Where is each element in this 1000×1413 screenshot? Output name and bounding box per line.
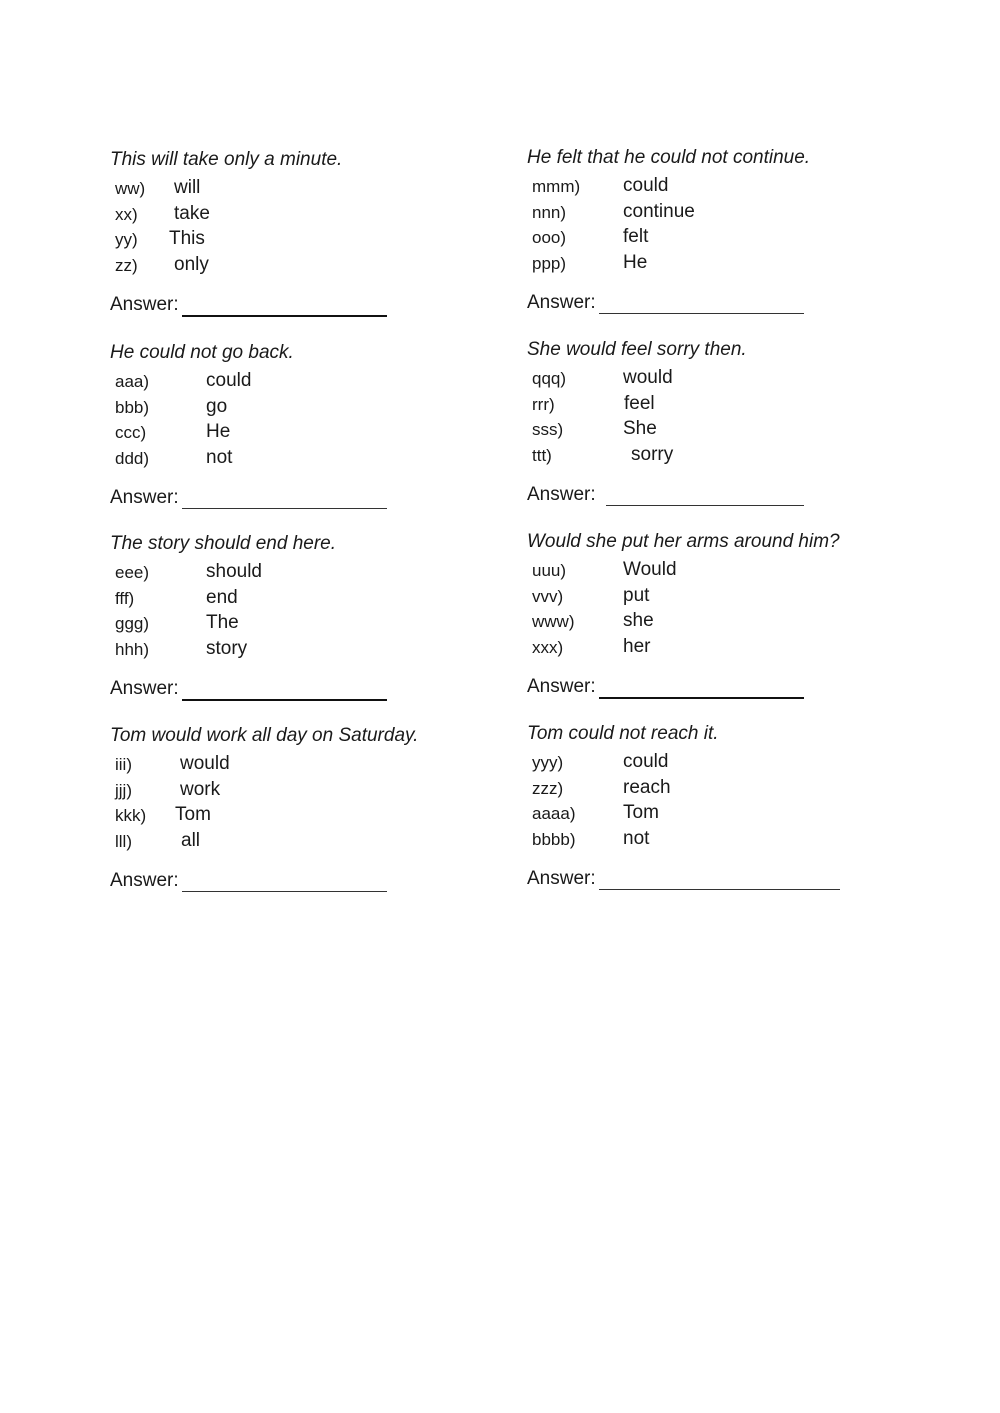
option-item: [532, 416, 907, 442]
answer-blank[interactable]: [606, 505, 804, 506]
option-word: could: [623, 175, 669, 196]
question-sentence: He could not go back.: [110, 342, 294, 363]
option-label: lll): [115, 832, 132, 852]
option-item: [532, 250, 907, 276]
question-sentence: Would she put her arms around him?: [527, 531, 840, 552]
option-item: [115, 252, 490, 278]
option-list: [532, 173, 907, 276]
answer-row: [527, 674, 907, 700]
answer-blank[interactable]: [182, 315, 387, 317]
question-sentence: She would feel sorry then.: [527, 339, 747, 360]
answer-label: Answer:: [110, 486, 179, 508]
option-item: [115, 751, 490, 777]
option-label: ccc): [115, 423, 147, 443]
option-word: This: [169, 228, 205, 250]
answer-label: Answer:: [110, 869, 179, 891]
option-label: ww): [115, 179, 146, 198]
option-item: [115, 828, 490, 854]
option-item: [532, 775, 907, 801]
option-label: ppp): [532, 254, 567, 274]
option-item: [115, 445, 490, 471]
option-label: fff): [115, 588, 135, 608]
answer-blank[interactable]: [182, 699, 387, 701]
option-label: yy): [115, 230, 138, 250]
option-word: She: [623, 418, 657, 440]
option-item: [532, 826, 907, 852]
option-label: www): [532, 612, 575, 632]
question-1: [110, 149, 490, 318]
question-4: [527, 339, 907, 508]
option-word: Would: [623, 559, 677, 580]
question-5: [110, 533, 490, 702]
answer-row: [527, 866, 907, 892]
option-item: [115, 368, 490, 394]
option-label: zzz): [532, 778, 564, 798]
option-item: [532, 583, 907, 609]
answer-row: [110, 676, 490, 702]
option-item: [115, 610, 490, 636]
option-item: [115, 777, 490, 803]
option-item: [115, 802, 490, 828]
option-list: [532, 365, 907, 468]
option-item: [532, 749, 907, 775]
option-word: only: [174, 254, 209, 276]
option-list: [115, 175, 490, 278]
option-list: [532, 749, 907, 852]
option-label: xxx): [532, 638, 564, 658]
option-label: iii): [115, 755, 132, 774]
option-word: go: [206, 395, 228, 417]
answer-row: [527, 482, 907, 508]
answer-label: Answer:: [110, 677, 179, 699]
option-list: [532, 557, 907, 660]
option-label: nnn): [532, 202, 567, 222]
answer-label: Answer:: [527, 675, 596, 697]
answer-row: [527, 290, 907, 316]
option-label: zz): [115, 256, 138, 276]
option-word: He: [623, 252, 648, 274]
option-word: Tom: [623, 802, 659, 824]
option-label: eee): [115, 563, 150, 582]
option-label: aaaa): [532, 804, 576, 824]
option-item: [532, 224, 907, 250]
option-label: xx): [115, 204, 138, 224]
question-sentence: Tom could not reach it.: [527, 723, 719, 744]
answer-label: Answer:: [110, 293, 179, 315]
option-item: [532, 391, 907, 417]
option-label: vvv): [532, 586, 564, 606]
answer-blank[interactable]: [599, 313, 804, 314]
option-item: [115, 175, 490, 201]
option-word: could: [623, 751, 669, 772]
option-label: jjj): [115, 780, 132, 800]
answer-blank[interactable]: [182, 891, 387, 892]
option-label: sss): [532, 420, 564, 440]
option-word: feel: [624, 392, 655, 414]
option-item: [115, 585, 490, 611]
option-list: [115, 751, 490, 854]
option-label: qqq): [532, 369, 567, 388]
option-word: would: [623, 367, 673, 388]
question-sentence: Tom would work all day on Saturday.: [110, 725, 419, 746]
option-word: should: [206, 561, 262, 582]
option-word: her: [623, 636, 651, 658]
option-word: Tom: [175, 804, 211, 826]
option-item: [532, 557, 907, 583]
option-item: [532, 442, 907, 468]
option-word: put: [623, 584, 650, 606]
answer-row: [110, 868, 490, 894]
option-word: all: [181, 830, 201, 852]
option-word: sorry: [631, 444, 674, 466]
question-2: [527, 147, 907, 316]
answer-label: Answer:: [527, 291, 596, 313]
option-word: she: [623, 610, 654, 632]
option-label: rrr): [532, 394, 555, 414]
option-item: [115, 419, 490, 445]
option-item: [532, 634, 907, 660]
option-item: [115, 201, 490, 227]
answer-label: Answer:: [527, 483, 596, 505]
option-word: work: [180, 778, 221, 800]
option-word: continue: [623, 200, 695, 222]
answer-blank[interactable]: [599, 889, 840, 890]
question-sentence: This will take only a minute.: [110, 149, 343, 170]
answer-row: [110, 485, 490, 511]
question-8: [527, 723, 907, 892]
option-word: end: [206, 586, 238, 608]
option-item: [532, 199, 907, 225]
option-label: ooo): [532, 228, 567, 248]
option-list: [115, 559, 490, 662]
option-word: He: [206, 421, 231, 443]
option-word: reach: [623, 776, 671, 798]
option-word: felt: [623, 226, 649, 248]
option-word: story: [206, 638, 248, 660]
answer-blank[interactable]: [182, 508, 387, 509]
option-item: [115, 394, 490, 420]
option-label: mmm): [532, 177, 581, 196]
option-item: [532, 173, 907, 199]
question-3: [110, 342, 490, 511]
question-6: [527, 531, 907, 700]
option-label: aaa): [115, 372, 150, 391]
option-label: hhh): [115, 640, 150, 660]
option-label: bbbb): [532, 830, 576, 850]
option-label: ddd): [115, 449, 150, 469]
question-sentence: The story should end here.: [110, 533, 337, 554]
answer-blank[interactable]: [599, 697, 804, 699]
option-word: not: [623, 828, 650, 850]
option-label: yyy): [532, 753, 564, 772]
option-label: ttt): [532, 446, 552, 466]
option-item: [115, 226, 490, 252]
option-label: uuu): [532, 561, 567, 580]
option-label: ggg): [115, 614, 150, 634]
option-word: not: [206, 447, 233, 469]
answer-row: [110, 292, 490, 318]
option-item: [532, 365, 907, 391]
option-item: [115, 559, 490, 585]
option-label: kkk): [115, 806, 147, 826]
option-label: bbb): [115, 397, 150, 417]
option-item: [532, 608, 907, 634]
option-word: would: [180, 753, 230, 774]
option-item: [115, 636, 490, 662]
option-word: will: [174, 177, 201, 198]
option-word: The: [206, 612, 239, 634]
option-word: could: [206, 370, 252, 391]
option-word: take: [174, 202, 210, 224]
question-sentence: He felt that he could not continue.: [527, 147, 811, 168]
option-list: [115, 368, 490, 471]
question-7: [110, 725, 490, 894]
answer-label: Answer:: [527, 867, 596, 889]
option-item: [532, 800, 907, 826]
